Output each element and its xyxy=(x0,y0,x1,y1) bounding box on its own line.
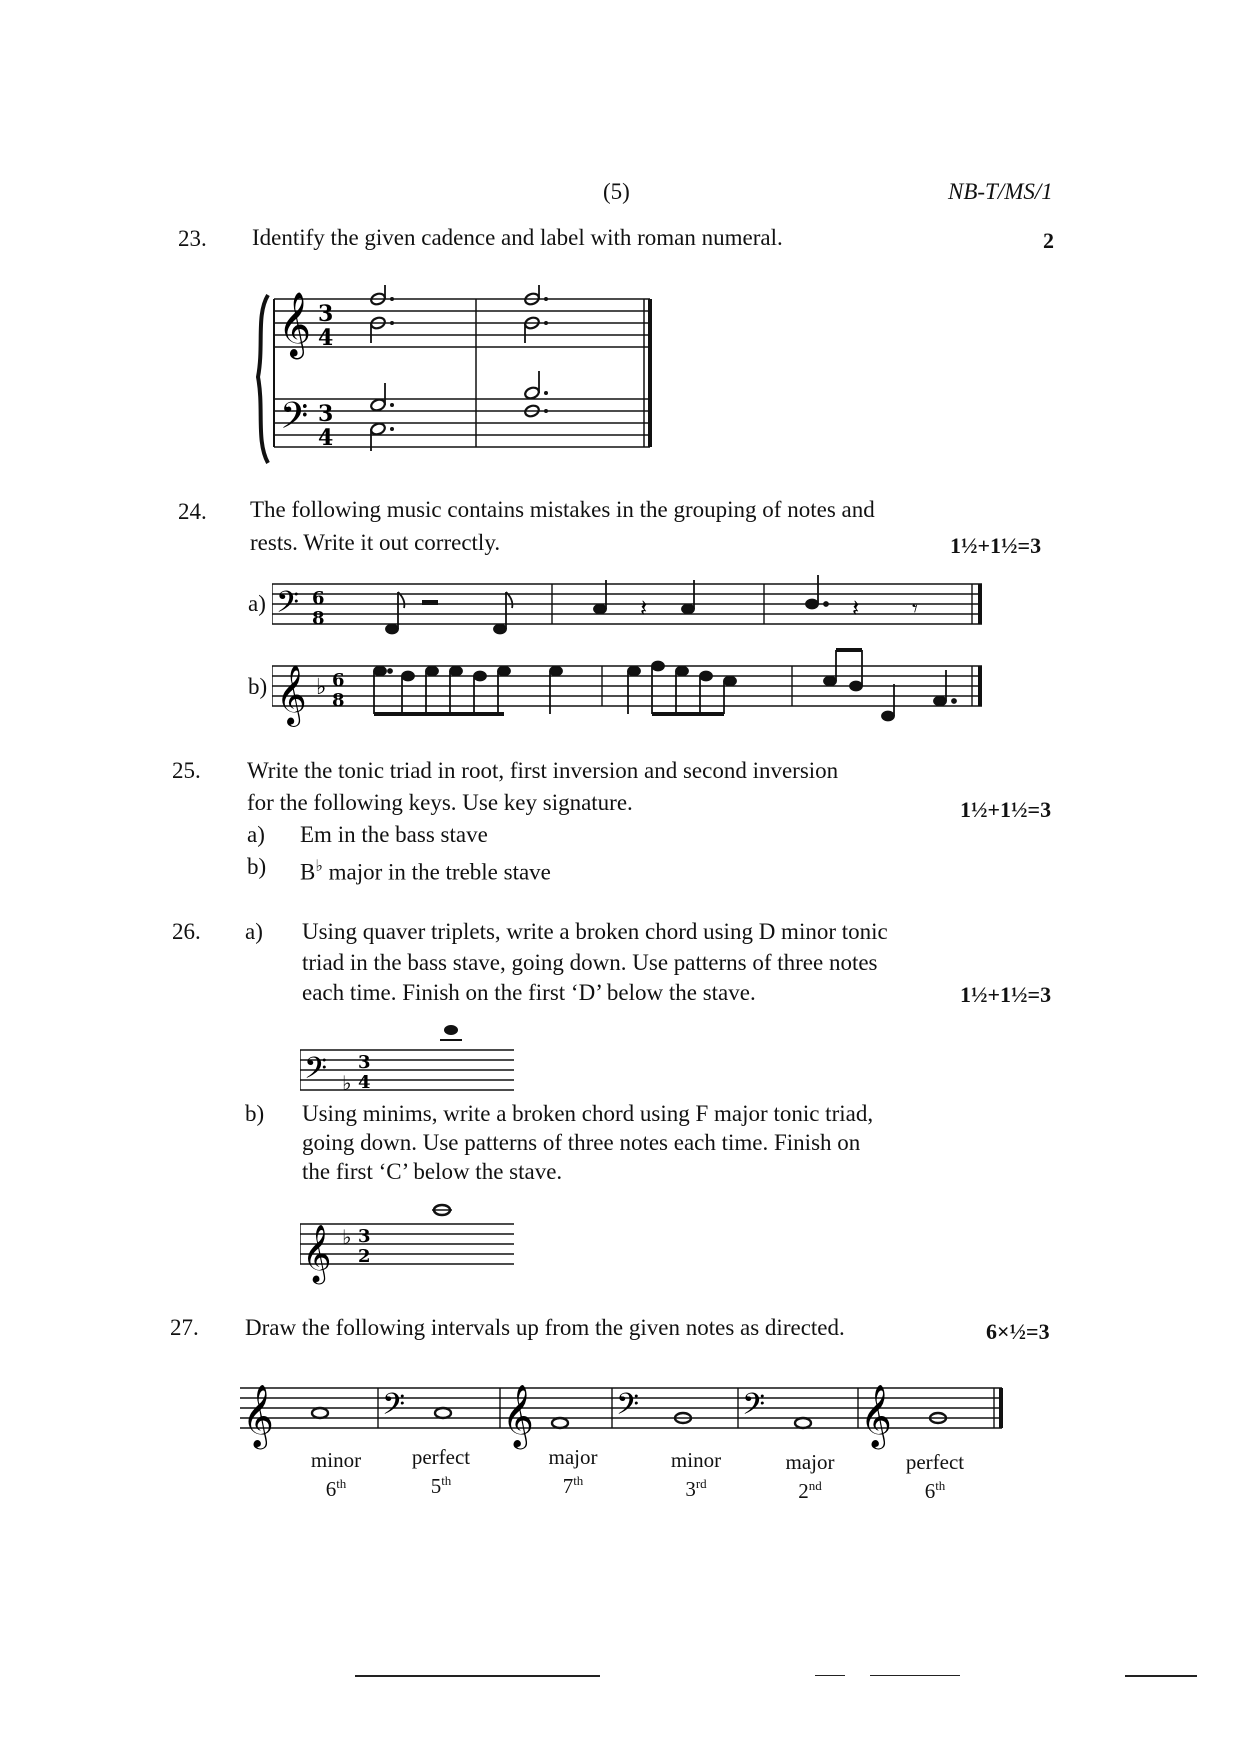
interval-number: 5th xyxy=(430,1473,452,1498)
part-label-a: a) xyxy=(248,591,266,616)
footer-rule xyxy=(870,1675,960,1676)
question-marks: 2 xyxy=(1043,228,1054,253)
interval-quality: major xyxy=(548,1445,598,1469)
svg-text:𝄞: 𝄞 xyxy=(278,292,312,357)
time-sig-top: 6 xyxy=(332,670,345,691)
paper-code: NB-T/MS/1 xyxy=(948,179,1053,204)
svg-text:𝄞: 𝄞 xyxy=(276,665,307,725)
time-sig-top: 3 xyxy=(358,1052,371,1073)
part-text-a-line1: Using quaver triplets, write a broken chord using D minor tonic xyxy=(302,919,888,944)
interval-number: 3rd xyxy=(685,1476,707,1501)
time-sig-top: 3 xyxy=(358,1226,371,1247)
interval-number: 7th xyxy=(562,1473,584,1498)
footer-rule xyxy=(815,1675,845,1676)
svg-text:𝄢: 𝄢 xyxy=(742,1388,766,1429)
interval-label xyxy=(750,1450,870,1503)
time-sig-bottom: 8 xyxy=(332,690,345,711)
part-label-a: a) xyxy=(247,822,265,847)
svg-text:𝄞: 𝄞 xyxy=(860,1384,892,1447)
svg-text:♭: ♭ xyxy=(342,1071,352,1095)
page-number: (5) xyxy=(603,179,630,204)
interval-quality: minor xyxy=(670,1448,722,1472)
question-number: 27. xyxy=(170,1315,199,1340)
part-text-a-line2: triad in the bass stave, going down. Use patterns of three notes xyxy=(302,950,878,975)
svg-text:𝄢: 𝄢 xyxy=(304,1052,328,1093)
part-label-b: b) xyxy=(245,1101,265,1126)
key-text: major in the treble stave xyxy=(322,859,551,885)
interval-quality: major xyxy=(785,1450,835,1474)
svg-text:𝄢: 𝄢 xyxy=(616,1388,640,1429)
part-label-a: a) xyxy=(245,919,263,944)
svg-text:♭: ♭ xyxy=(316,675,327,700)
interval-quality: perfect xyxy=(905,1450,965,1474)
question-text-line1: The following music contains mistakes in the grouping of notes and xyxy=(250,497,875,522)
question-text-line1: Write the tonic triad in root, first inversion and second inversion xyxy=(247,758,839,783)
question-number: 25. xyxy=(172,758,201,783)
svg-text:♭: ♭ xyxy=(342,1225,352,1249)
part-text-a-line3: each time. Finish on the first ‘D’ below the stave. xyxy=(302,980,756,1005)
interval-staff xyxy=(240,1350,1010,1450)
question-number: 24. xyxy=(178,499,207,524)
time-sig-bottom: 2 xyxy=(358,1246,371,1267)
interval-quality: perfect xyxy=(411,1445,471,1469)
question-marks: 6×½=3 xyxy=(986,1319,1050,1344)
question-marks: 1½+1½=3 xyxy=(960,982,1052,1007)
question-text-line2: rests. Write it out correctly. xyxy=(250,530,501,555)
question-number: 26. xyxy=(172,919,201,944)
svg-text:𝄢: 𝄢 xyxy=(382,1388,406,1429)
interval-label xyxy=(381,1445,501,1498)
svg-text:𝄾: 𝄾 xyxy=(912,597,918,622)
interval-label xyxy=(276,1448,396,1501)
svg-text:𝄞: 𝄞 xyxy=(502,1384,534,1447)
part-label-b: b) xyxy=(247,854,267,879)
part-text-b-line1: Using minims, write a broken chord using F major tonic triad, xyxy=(302,1101,874,1126)
key-letter: B xyxy=(300,859,316,885)
time-sig-bottom: 4 xyxy=(318,325,334,351)
footer-rule xyxy=(1125,1675,1197,1677)
part-label-b: b) xyxy=(248,674,268,699)
question-text-line2: for the following keys. Use key signature. xyxy=(247,790,633,815)
part-text-b xyxy=(300,852,551,888)
svg-text:𝄽: 𝄽 xyxy=(852,594,860,622)
interval-label xyxy=(513,1445,633,1498)
question-number: 23. xyxy=(178,226,207,251)
part-text-b-line3: the first ‘C’ below the stave. xyxy=(302,1159,563,1184)
footer-rule xyxy=(355,1675,600,1677)
time-sig-top: 3 xyxy=(318,401,334,427)
part-text-b-line2: going down. Use patterns of three notes each time. Finish on xyxy=(302,1130,861,1155)
question-marks: 1½+1½=3 xyxy=(960,797,1052,822)
time-sig-bottom: 4 xyxy=(318,425,334,451)
rhythm-staff-b xyxy=(272,640,992,730)
question-marks: 1½+1½=3 xyxy=(950,533,1042,558)
interval-number: 6th xyxy=(325,1476,347,1501)
time-sig-bottom: 8 xyxy=(312,608,325,629)
interval-label xyxy=(636,1448,756,1501)
svg-text:𝄞: 𝄞 xyxy=(302,1224,332,1282)
interval-number: 6th xyxy=(924,1478,946,1503)
question-text: Draw the following intervals up from the given notes as directed. xyxy=(245,1315,845,1340)
time-sig-top: 6 xyxy=(312,588,325,609)
svg-text:𝄢: 𝄢 xyxy=(276,586,300,627)
svg-text:𝄽: 𝄽 xyxy=(640,594,648,622)
rhythm-staff-a xyxy=(272,570,992,640)
part-text-a: Em in the bass stave xyxy=(300,822,488,847)
cadence-grand-staff xyxy=(250,285,660,475)
flat-sign: ♭ xyxy=(315,858,323,875)
svg-text:𝄞: 𝄞 xyxy=(242,1384,274,1447)
time-sig-top: 3 xyxy=(318,301,334,327)
interval-quality: minor xyxy=(310,1448,362,1472)
bass-staff-exercise xyxy=(300,1016,520,1096)
treble-staff-exercise xyxy=(300,1196,520,1286)
time-sig-bottom: 4 xyxy=(358,1072,371,1093)
question-text: Identify the given cadence and label with roman numeral. xyxy=(252,225,783,250)
svg-text:𝄢: 𝄢 xyxy=(280,395,309,446)
interval-label xyxy=(875,1450,995,1503)
interval-number: 2nd xyxy=(798,1478,822,1503)
